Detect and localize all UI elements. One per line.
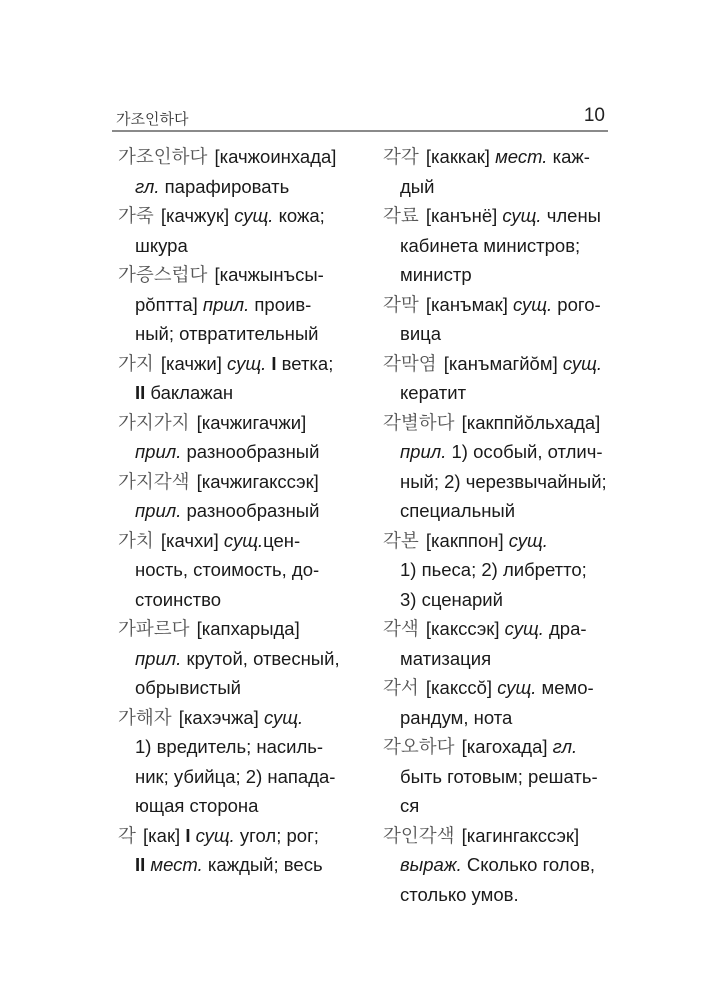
korean-headword: 각료 <box>383 205 419 226</box>
grammar-label: сущ. <box>562 352 603 374</box>
korean-headword: 각 <box>118 824 136 846</box>
korean-headword: 가증스럽다 <box>118 264 208 285</box>
dictionary-entry <box>383 201 607 290</box>
entry-text: быть готовым; решать- <box>400 765 598 787</box>
entry-text: [какссэк] <box>420 618 505 639</box>
page-number: 10 <box>583 105 605 126</box>
entry-continuation <box>383 378 607 408</box>
entry-text: кожа; <box>273 205 325 226</box>
grammar-label: мест. <box>495 146 548 167</box>
dictionary-entry <box>383 142 607 201</box>
dictionary-entry <box>383 408 607 526</box>
entry-continuation <box>118 644 340 674</box>
dictionary-entry <box>118 142 340 201</box>
entry-headline <box>383 526 607 556</box>
korean-headword: 각막염 <box>383 352 437 374</box>
dictionary-entry <box>118 614 340 703</box>
entry-headline <box>118 821 340 851</box>
entry-text: угол; рог; <box>234 824 319 846</box>
dictionary-entry <box>383 349 607 408</box>
dictionary-entry <box>383 673 607 732</box>
entry-text: [кагохада] <box>456 736 553 757</box>
entry-continuation <box>383 555 607 585</box>
entry-text: ный; отвратительный <box>135 323 319 344</box>
entry-headline <box>118 526 340 556</box>
entry-text: 1) особый, отлич- <box>446 441 603 462</box>
entry-text: стоинство <box>135 588 221 610</box>
korean-headword: 가지 <box>118 352 154 374</box>
dictionary-entry <box>383 614 607 673</box>
entry-text: [качжигачжи] <box>191 411 307 433</box>
sense-numeral: I <box>271 352 277 374</box>
entry-text: [каккак] <box>420 146 496 167</box>
entry-headline <box>118 201 340 231</box>
entry-continuation <box>383 319 607 349</box>
grammar-label: сущ. <box>234 205 274 226</box>
entry-text: [качхи] <box>155 529 224 551</box>
entry-headline <box>383 201 607 231</box>
entry-text: матизация <box>400 647 492 669</box>
entry-headline <box>383 732 607 762</box>
entry-headline <box>383 349 607 379</box>
grammar-label: сущ. <box>227 352 267 374</box>
entry-text: крутой, отвесный, <box>181 647 340 669</box>
entry-headline <box>118 142 340 172</box>
korean-headword: 각서 <box>383 677 419 698</box>
entry-headline <box>118 408 340 438</box>
entry-continuation <box>118 231 340 261</box>
entry-text: вица <box>400 323 442 344</box>
entry-text: рŏптта] <box>135 293 203 315</box>
entry-continuation <box>383 231 607 261</box>
dictionary-entry <box>118 349 340 408</box>
entry-text: ющая сторона <box>135 795 259 816</box>
entry-text: дра- <box>543 618 587 639</box>
korean-headword: 각색 <box>383 618 419 639</box>
entry-text: каж- <box>547 146 590 167</box>
entry-headline <box>383 673 607 703</box>
dictionary-entry <box>383 526 607 615</box>
entry-continuation <box>383 703 607 733</box>
entry-continuation <box>118 290 340 320</box>
entry-text: кабинета министров; <box>400 234 581 256</box>
dictionary-entry <box>383 821 607 910</box>
grammar-label: гл. <box>552 736 578 757</box>
entry-continuation <box>383 467 607 497</box>
entry-text: [канъмак] <box>420 293 513 315</box>
entry-text: рого- <box>552 293 601 315</box>
entry-text: [качжынъсы- <box>209 264 324 285</box>
sense-numeral: II <box>135 382 146 403</box>
korean-headword: 각인각색 <box>383 824 455 846</box>
dictionary-entry <box>118 408 340 467</box>
entry-text: Сколько голов, <box>461 854 596 875</box>
entry-text: мемо- <box>536 677 594 698</box>
grammar-label: сущ. <box>263 706 304 728</box>
entry-text: ник; убийца; 2) напада- <box>135 765 336 787</box>
entry-text: разнообразный <box>181 441 320 462</box>
grammar-label: прил. <box>202 293 250 315</box>
korean-headword: 각막 <box>383 293 419 315</box>
entry-text: 1) вредитель; насиль- <box>135 736 324 757</box>
entry-continuation <box>383 880 607 910</box>
entry-text: [кагингакссэк] <box>456 824 580 846</box>
sense-numeral: II <box>135 854 146 875</box>
entry-continuation <box>118 172 340 202</box>
dictionary-entry <box>118 703 340 821</box>
entry-continuation <box>118 319 340 349</box>
dictionary-entry <box>118 467 340 526</box>
entry-text: [качжи] <box>155 352 228 374</box>
entry-text: специальный <box>400 500 516 521</box>
grammar-label: прил. <box>135 500 182 521</box>
grammar-label: мест. <box>150 854 203 875</box>
entry-continuation <box>383 585 607 615</box>
left-column <box>118 142 340 880</box>
entry-continuation <box>118 850 340 880</box>
entry-text: ветка; <box>276 352 334 374</box>
entry-continuation <box>383 644 607 674</box>
korean-headword: 가해자 <box>118 706 172 728</box>
entry-text: [капхарыда] <box>191 618 300 639</box>
entry-text: ность, стоимость, до- <box>135 559 320 580</box>
entry-text: разнообразный <box>181 500 320 521</box>
entry-headline <box>383 614 607 644</box>
dictionary-entry <box>383 290 607 349</box>
korean-headword: 가조인하다 <box>118 146 208 167</box>
entry-text: ся <box>400 795 420 816</box>
entry-continuation <box>118 378 340 408</box>
entry-continuation <box>383 762 607 792</box>
entry-text: проив- <box>249 293 312 315</box>
grammar-label: прил. <box>400 441 447 462</box>
grammar-label: прил. <box>135 441 182 462</box>
entry-headline <box>118 614 340 644</box>
entry-continuation <box>383 791 607 821</box>
korean-headword: 가지각색 <box>118 470 190 492</box>
entry-continuation <box>118 673 340 703</box>
dictionary-entry <box>118 526 340 615</box>
entry-continuation <box>383 172 607 202</box>
entry-text: [кахэчжа] <box>173 706 264 728</box>
entry-continuation <box>118 585 340 615</box>
entry-continuation <box>118 732 340 762</box>
korean-headword: 각오하다 <box>383 736 455 757</box>
entry-text: [какссŏ] <box>420 677 498 698</box>
korean-headword: 각별하다 <box>383 411 455 433</box>
entry-text: цен- <box>263 529 301 551</box>
sense-numeral: I <box>185 824 191 846</box>
grammar-label: сущ. <box>195 824 235 846</box>
dictionary-entry <box>118 201 340 260</box>
entry-continuation <box>383 437 607 467</box>
grammar-label: сущ. <box>502 205 542 226</box>
entry-continuation <box>383 496 607 526</box>
entry-text: [качжоинхада] <box>209 146 337 167</box>
grammar-label: сущ. <box>223 529 264 551</box>
entry-text: рандум, нота <box>400 706 513 728</box>
entry-text: [качжук] <box>155 205 235 226</box>
korean-headword: 각각 <box>383 146 419 167</box>
korean-headword: 가지가지 <box>118 411 190 433</box>
grammar-label: сущ. <box>504 618 544 639</box>
entry-text: 1) пьеса; 2) либретто; <box>400 559 587 580</box>
grammar-label: гл. <box>135 175 160 197</box>
running-head: 가조인하다 <box>116 111 189 128</box>
entry-continuation <box>118 496 340 526</box>
entry-continuation <box>383 260 607 290</box>
header-rule <box>112 130 608 132</box>
entry-text: парафировать <box>159 175 290 197</box>
entry-text: [как] <box>137 824 186 846</box>
right-column <box>383 142 607 909</box>
entry-text: столько умов. <box>400 883 519 905</box>
entry-text: ный; 2) черезвычайный; <box>400 470 607 492</box>
entry-text: каждый; весь <box>202 854 323 875</box>
entry-headline <box>383 821 607 851</box>
entry-text: 3) сценарий <box>400 588 503 610</box>
entry-continuation <box>118 791 340 821</box>
entry-continuation <box>118 437 340 467</box>
korean-headword: 가죽 <box>118 205 154 226</box>
entry-text: [какппйŏльхада] <box>456 411 601 433</box>
entry-text: [какппон] <box>420 529 509 551</box>
entry-text: кератит <box>400 382 467 403</box>
entry-headline <box>383 408 607 438</box>
entry-headline <box>383 142 607 172</box>
grammar-label: сущ. <box>497 677 537 698</box>
entry-text: министр <box>400 264 472 285</box>
grammar-label: выраж. <box>400 854 462 875</box>
entry-text: [канъмагйŏм] <box>438 352 563 374</box>
entry-text: шкура <box>135 234 188 256</box>
grammar-label: сущ. <box>508 529 548 551</box>
entry-headline <box>118 467 340 497</box>
entry-continuation <box>118 762 340 792</box>
korean-headword: 가치 <box>118 529 154 551</box>
entry-headline <box>118 703 340 733</box>
korean-headword: 각본 <box>383 529 419 551</box>
entry-text: дый <box>400 175 435 197</box>
entry-continuation <box>118 555 340 585</box>
dictionary-entry <box>118 260 340 349</box>
entry-headline <box>118 349 340 379</box>
entry-text: баклажан <box>145 382 234 403</box>
entry-text: [канънё] <box>420 205 503 226</box>
entry-text: [качжигакссэк] <box>191 470 319 492</box>
dictionary-entry <box>383 732 607 821</box>
dictionary-entry <box>118 821 340 880</box>
grammar-label: прил. <box>135 647 182 669</box>
korean-headword: 가파르다 <box>118 618 190 639</box>
entry-headline <box>383 290 607 320</box>
entry-continuation <box>383 850 607 880</box>
entry-text: обрывистый <box>135 677 241 698</box>
grammar-label: сущ. <box>512 293 553 315</box>
entry-text: члены <box>541 205 601 226</box>
entry-headline <box>118 260 340 290</box>
